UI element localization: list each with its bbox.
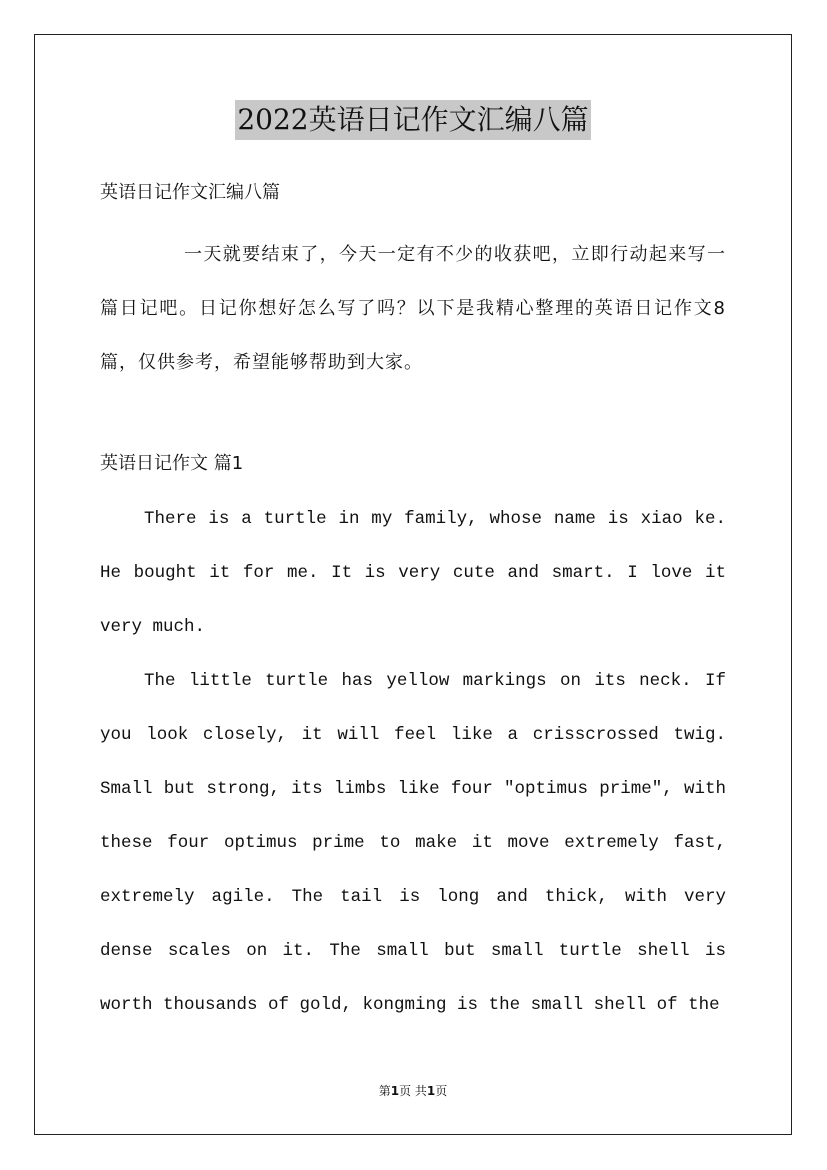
footer-mid: 页 共 <box>399 1084 427 1098</box>
page-footer <box>0 1082 826 1099</box>
section-heading: 英语日记作文 篇1 <box>100 453 244 474</box>
document-title: 2022英语日记作文汇编八篇 <box>235 100 590 140</box>
intro-paragraph: 一天就要结束了，今天一定有不少的收获吧，立即行动起来写一篇日记吧。日记你想好怎么写了吗？以下是我精心整理的英语日记作文8篇，仅供参考，希望能够帮助到大家。 <box>100 244 726 373</box>
footer-page-number: 1 <box>390 1084 400 1098</box>
body-paragraph-1: There is a turtle in my family, whose name is xiao ke. He bought it for me. It is very cute and smart. I love it very much. <box>100 509 726 637</box>
title-container <box>0 100 826 140</box>
footer-page-total: 1 <box>426 1084 436 1098</box>
footer-prefix: 第 <box>378 1084 391 1098</box>
body-paragraph-2: The little turtle has yellow markings on its neck. If you look closely, it will feel like a crisscrossed twig. Small but strong, its limbs like four "optimus prime", with these four optimus prime to make it move extremely fast, extremely agile. The tail is long and thick, with very dense scales on it. The small but small turtle shell is worth thousands of gold, kongming is the small shell of the <box>100 671 726 1015</box>
footer-suffix: 页 <box>435 1084 448 1098</box>
document-subtitle: 英语日记作文汇编八篇 <box>100 182 280 203</box>
